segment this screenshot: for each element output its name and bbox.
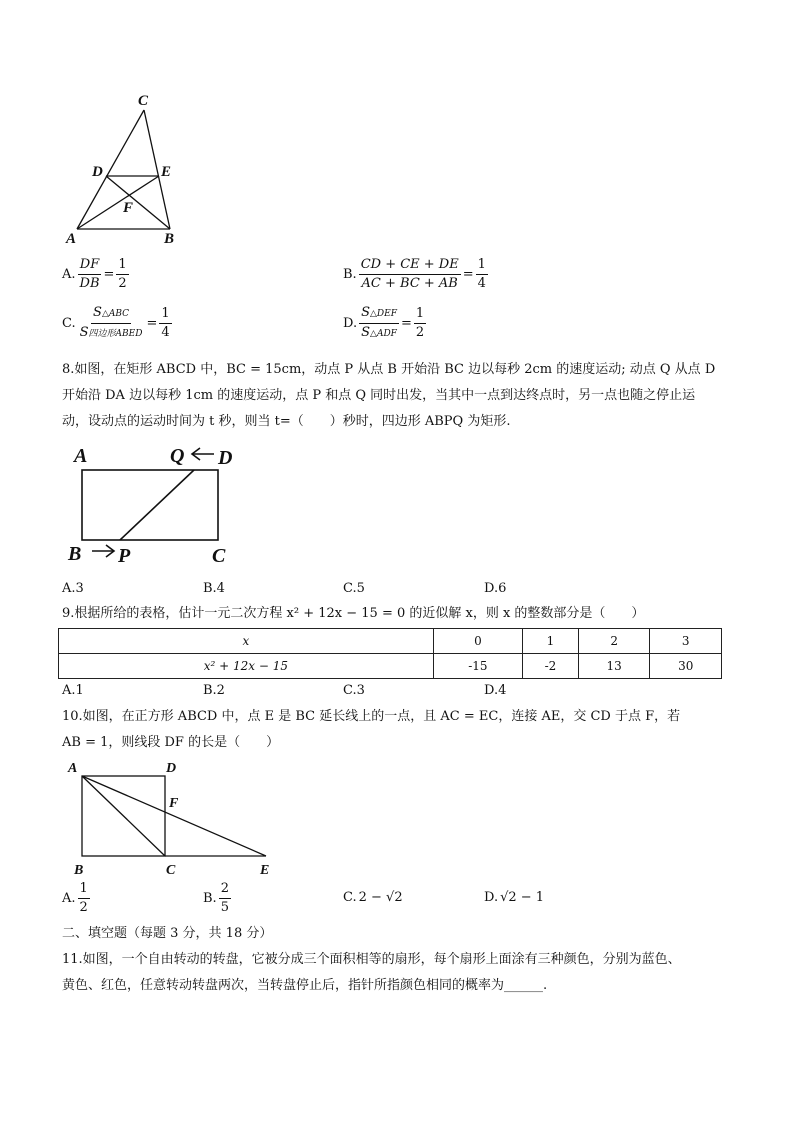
label-q: Q (170, 445, 185, 467)
section-heading: 二、填空题（每题 3 分，共 18 分） (62, 926, 273, 941)
q10-line-2: AB = 1，则线段 DF 的长是（ ） (62, 735, 280, 750)
q9-option-c[interactable]: C.3 (343, 683, 365, 698)
q10-option-c[interactable]: C. 2 − √2 (343, 890, 403, 905)
label-f: F (123, 200, 134, 216)
segment-pq (120, 470, 194, 540)
table-cell: 0 (433, 629, 522, 654)
q10-line-1: 10.如图，在正方形 ABCD 中，点 E 是 BC 延长线上的一点，且 AC = EC，连接 AE，交 CD 于点 F，若 (62, 709, 681, 724)
rect-abcd (82, 470, 218, 540)
q7-option-c[interactable]: C. $\frac{\text{S△ABC}}{\text{S四边形ABED}}$ = $\frac{1}{4}$ (62, 305, 170, 340)
q8-line-3: 动，设动点的运动时间为 t 秒，则当 t=（ ）秒时，四边形 ABPQ 为矩形. (62, 414, 511, 429)
label-e: E (260, 863, 270, 878)
table-cell: 1 (523, 629, 579, 654)
label-c: C (212, 545, 226, 567)
label-b: B (68, 543, 82, 565)
segment-ae (82, 776, 266, 856)
table-cell: -2 (523, 654, 579, 679)
q8-option-a[interactable]: A.3 (62, 581, 84, 596)
table-cell: 2 (578, 629, 650, 654)
table-cell: x (59, 629, 434, 654)
rectangle-figure (62, 440, 252, 570)
label-c: C (138, 93, 149, 109)
triangle-figure (60, 88, 190, 248)
q11-line-2: 黄色、红色，任意转动转盘两次，当转盘停止后，指针所指颜色相同的概率为______. (62, 978, 548, 993)
label-a: A (66, 231, 77, 247)
diagonal-ac (82, 776, 165, 856)
label-b: B (74, 863, 84, 878)
table-cell: x² + 12x − 15 (59, 654, 434, 679)
q9-table (58, 628, 722, 679)
q9-option-b[interactable]: B.2 (203, 683, 225, 698)
table-cell: 30 (650, 654, 722, 679)
q8-option-b[interactable]: B.4 (203, 581, 225, 596)
table-cell: -15 (433, 654, 522, 679)
edge-ca (77, 110, 144, 229)
table-cell: 3 (650, 629, 722, 654)
table-cell: 13 (578, 654, 650, 679)
q8-option-c[interactable]: C.5 (343, 581, 365, 596)
q7-option-b[interactable]: B. $\frac{CD + CE + DE}{AC + BC + AB}$ = $\frac{1}{4}$ (343, 257, 486, 291)
q9-option-a[interactable]: A.1 (62, 683, 84, 698)
label-d: D (218, 447, 233, 469)
q7-option-a[interactable]: A. $\frac{DF}{DB}$ = $\frac{1}{2}$ (62, 257, 127, 291)
label-d: D (92, 164, 103, 180)
q10-option-a[interactable]: A. $\frac{1}{2}$ (62, 881, 88, 915)
q8-option-d[interactable]: D.6 (484, 581, 507, 596)
label-c: C (166, 863, 176, 878)
label-f: F (169, 796, 179, 811)
segment-ae (77, 176, 159, 229)
q11-line-1: 11.如图，一个自由转动的转盘，它被分成三个面积相等的扇形，每个扇形上面涂有三种颜色，分别为蓝色、 (62, 952, 681, 967)
q10-option-b[interactable]: B. $\frac{2}{5}$ (203, 881, 229, 915)
q10-option-d[interactable]: D. √2 − 1 (484, 890, 545, 905)
label-a: A (74, 445, 88, 467)
table-row (59, 654, 722, 679)
label-p: P (118, 545, 131, 567)
q9-stem: 9.根据所给的表格，估计一元二次方程 x² + 12x − 15 = 0 的近似解 x，则 x 的整数部分是（ ） (62, 606, 645, 621)
label-e: E (161, 164, 172, 180)
square-figure (62, 756, 282, 882)
q8-line-1: 8.如图，在矩形 ABCD 中，BC = 15cm，动点 P 从点 B 开始沿 BC 边以每秒 2cm 的速度运动; 动点 Q 从点 D (62, 362, 716, 377)
label-b: B (164, 231, 175, 247)
q7-option-d[interactable]: D. $\frac{\text{S△DEF}}{\text{S△ADF}}$ = $\frac{1}{2}$ (343, 305, 425, 340)
table-row (59, 629, 722, 654)
q8-line-2: 开始沿 DA 边以每秒 1cm 的速度运动，点 P 和点 Q 同时出发，当其中一点到达终点时，另一点也随之停止运 (62, 388, 696, 403)
q9-option-d[interactable]: D.4 (484, 683, 507, 698)
label-d: D (166, 761, 177, 776)
label-a: A (68, 761, 78, 776)
